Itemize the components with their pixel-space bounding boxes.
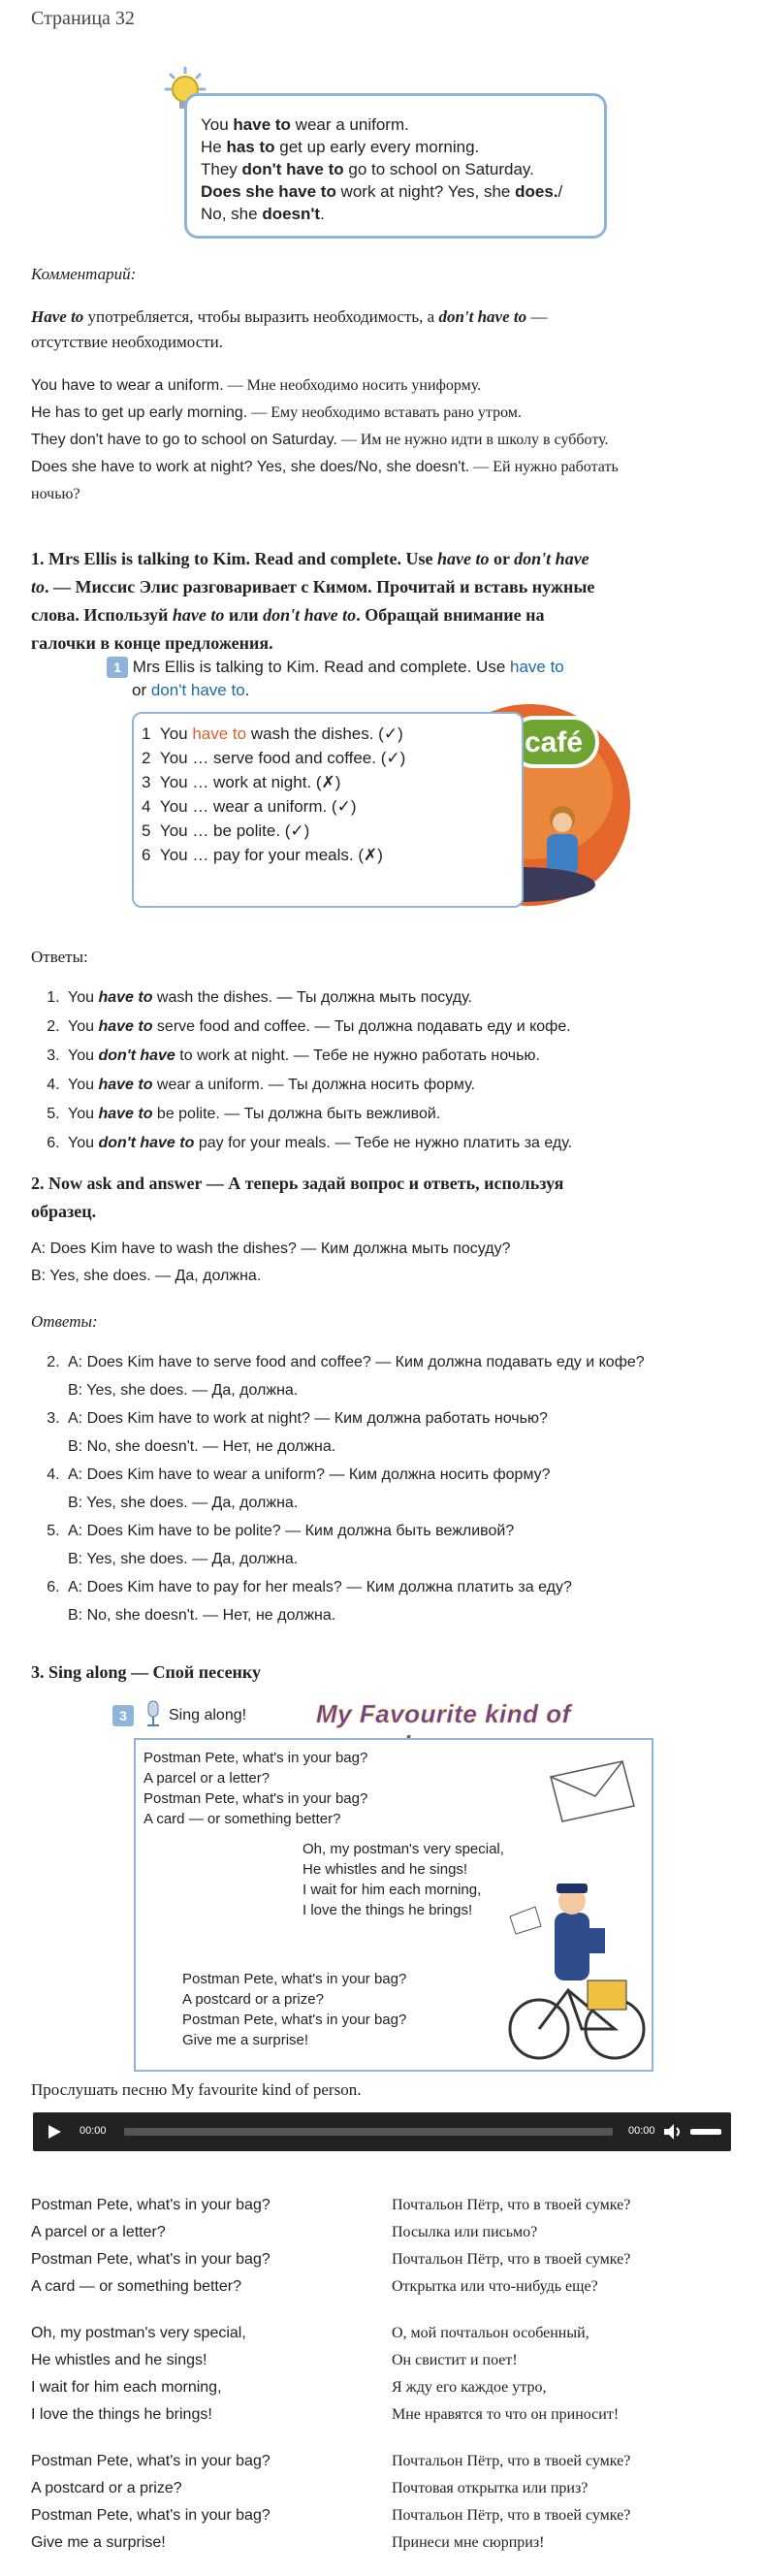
cafe-sign: café: [524, 726, 584, 758]
list-item: 5. A: Does Kim have to be polite? — Ким должна быть вежливой? B: Yes, she does. — Да, должна.: [64, 1517, 758, 1573]
play-icon[interactable]: [47, 2124, 62, 2140]
exercise-item: 4 You … wear a uniform. (✓): [142, 797, 357, 816]
exercise-number-badge: 1: [107, 657, 128, 678]
song-verse-3: Postman Pete, what's in your bag? A postcard or a prize? Postman Pete, what's in your bag? Give me a surprise!: [182, 1971, 407, 2048]
answers1-list: [31, 983, 748, 1158]
volume-icon[interactable]: [663, 2123, 683, 2141]
exercise1-figure: [107, 656, 630, 923]
grammar-rule-box: [184, 93, 607, 239]
list-item: 6. A: Does Kim have to pay for her meals? — Ким должна платить за еду? B: No, she doesn't. — Нет, не должна.: [64, 1573, 758, 1629]
comment-heading: Комментарий:: [31, 265, 137, 283]
task3-heading: 3. Sing along — Спой песенку: [31, 1662, 262, 1682]
list-item: 1. You have to wash the dishes. — Ты должна мыть посуду.: [64, 983, 748, 1013]
rule-line: Does she have to work at night? Yes, she does./: [201, 182, 563, 201]
task2-heading: 2. Now ask and answer — А теперь задай вопрос и ответь, используя образец.: [31, 1174, 564, 1221]
task1-heading: 1. Mrs Ellis is talking to Kim. Read and complete. Use have to or don't have to. — Миссис Элис разговаривает с Кимом. Прочитай и вставь нужные слова. Используй have to или don't have to. Обращай внимание на галочки в конце предложения.: [31, 549, 595, 653]
list-item: 3. You don't have to work at night. — Тебе не нужно работать ночью.: [64, 1042, 748, 1071]
exercise1-instructions: 1 Mrs Ellis is talking to Kim. Read and complete. Use have to or don't have to.: [107, 656, 630, 702]
rule-line: They don't have to go to school on Saturday.: [201, 160, 534, 178]
duration-time: 00:00: [628, 2125, 655, 2137]
exercise-item: 6 You … pay for your meals. (✗): [142, 846, 383, 864]
list-item: 2. A: Does Kim have to serve food and coffee? — Ким должна подавать еду и кофе? B: Yes, she does. — Да, должна.: [64, 1348, 758, 1404]
list-item: 4. You have to wear a uniform. — Ты должна носить форму.: [64, 1071, 748, 1100]
exercise-item: 3 You … work at night. (✗): [142, 773, 341, 791]
answers2-list: [31, 1348, 758, 1629]
audio-player: [33, 2112, 731, 2151]
comment-examples: You have to wear a uniform. — Мне необходимо носить униформу. He has to get up early morning. — Ему необходимо вставать рано утром. They don't have to go to school on Saturday. — Им не нужно идти в школу в субботу. Does she have to work at night? Yes, she does/No, she doesn't. — Ей нужно работать ночью?: [31, 377, 619, 502]
answers2-heading: Ответы:: [31, 1312, 98, 1331]
song-verse-2: Oh, my postman's very special, He whistles and he sings! I wait for him each morning, I love the things he brings!: [302, 1841, 504, 1918]
exercise-item: 5 You … be polite. (✓): [142, 821, 310, 840]
rule-line: He has to get up early every morning.: [201, 138, 480, 156]
rule-line: You have to wear a uniform.: [201, 115, 409, 134]
song-english-column: Postman Pete, what's in your bag? A parcel or a letter? Postman Pete, what's in your bag? A card — or something better? Oh, my postman's very special, He whistles and he sings! I wait for him each morning, I love the things he brings! Postman Pete, what's in your bag? A postcard or a prize? Postman Pete, what's in your bag? Give me a surprise!: [31, 2197, 271, 2551]
microphone-icon: [142, 1699, 165, 1728]
listen-caption: Прослушать песню My favourite kind of person.: [31, 2080, 362, 2099]
exercise-item: 2 You … serve food and coffee. (✓): [142, 749, 406, 767]
song-verse-1: Postman Pete, what's in your bag? A parcel or a letter? Postman Pete, what's in your bag? A card — or something better?: [143, 1750, 368, 1827]
task2-example: A: Does Kim have to wash the dishes? — Ким должна мыть посуду? B: Yes, she does. — Да, должна.: [31, 1240, 511, 1284]
answers1-heading: Ответы:: [31, 948, 88, 966]
list-item: 4. A: Does Kim have to wear a uniform? — Ким должна носить форму? B: Yes, she does. — Да, должна.: [64, 1461, 758, 1517]
comment-text: Have to употребляется, чтобы выразить необходимость, а don't have to — отсутствие необходимости.: [31, 307, 548, 351]
page-header: Страница 32: [31, 8, 135, 29]
exercise-number-badge: 3: [112, 1705, 134, 1726]
song-title: My Favourite kind of: [316, 1699, 571, 1728]
rule-line: No, she doesn't.: [201, 205, 325, 223]
seek-bar[interactable]: [124, 2128, 613, 2136]
list-item: 3. A: Does Kim have to work at night? — Ким должна работать ночью? B: No, she doesn't. — Нет, не должна.: [64, 1404, 758, 1461]
list-item: 2. You have to serve food and coffee. — Ты должна подавать еду и кофе.: [64, 1013, 748, 1042]
list-item: 5. You have to be polite. — Ты должна быть вежливой.: [64, 1100, 748, 1129]
exercise1-list: [132, 712, 524, 908]
volume-slider[interactable]: [690, 2129, 721, 2135]
exercise-item: 1 You have to wash the dishes. (✓): [142, 724, 403, 743]
postman-on-bike-illustration: [500, 1874, 648, 2068]
exercise3-figure: [112, 1699, 655, 2077]
list-item: 6. You don't have to pay for your meals. — Тебе не нужно платить за еду.: [64, 1129, 748, 1158]
song-russian-column: Почтальон Пётр, что в твоей сумке? Посылка или письмо? Почтальон Пётр, что в твоей сумке? Открытка или что-нибудь еще? О, мой почтальон особенный, Он свистит и поет! Я жду его каждое утро, Мне нравятся то что он приносит! Почтальон Пётр, что в твоей сумке? Почтовая открытка или приз? Почтальон Пётр, что в твоей сумке? Принеси мне сюрприз!: [392, 2197, 631, 2551]
envelope-icon: [545, 1757, 638, 1825]
current-time: 00:00: [80, 2125, 107, 2137]
sing-along-label: Sing along!: [169, 1707, 247, 1723]
